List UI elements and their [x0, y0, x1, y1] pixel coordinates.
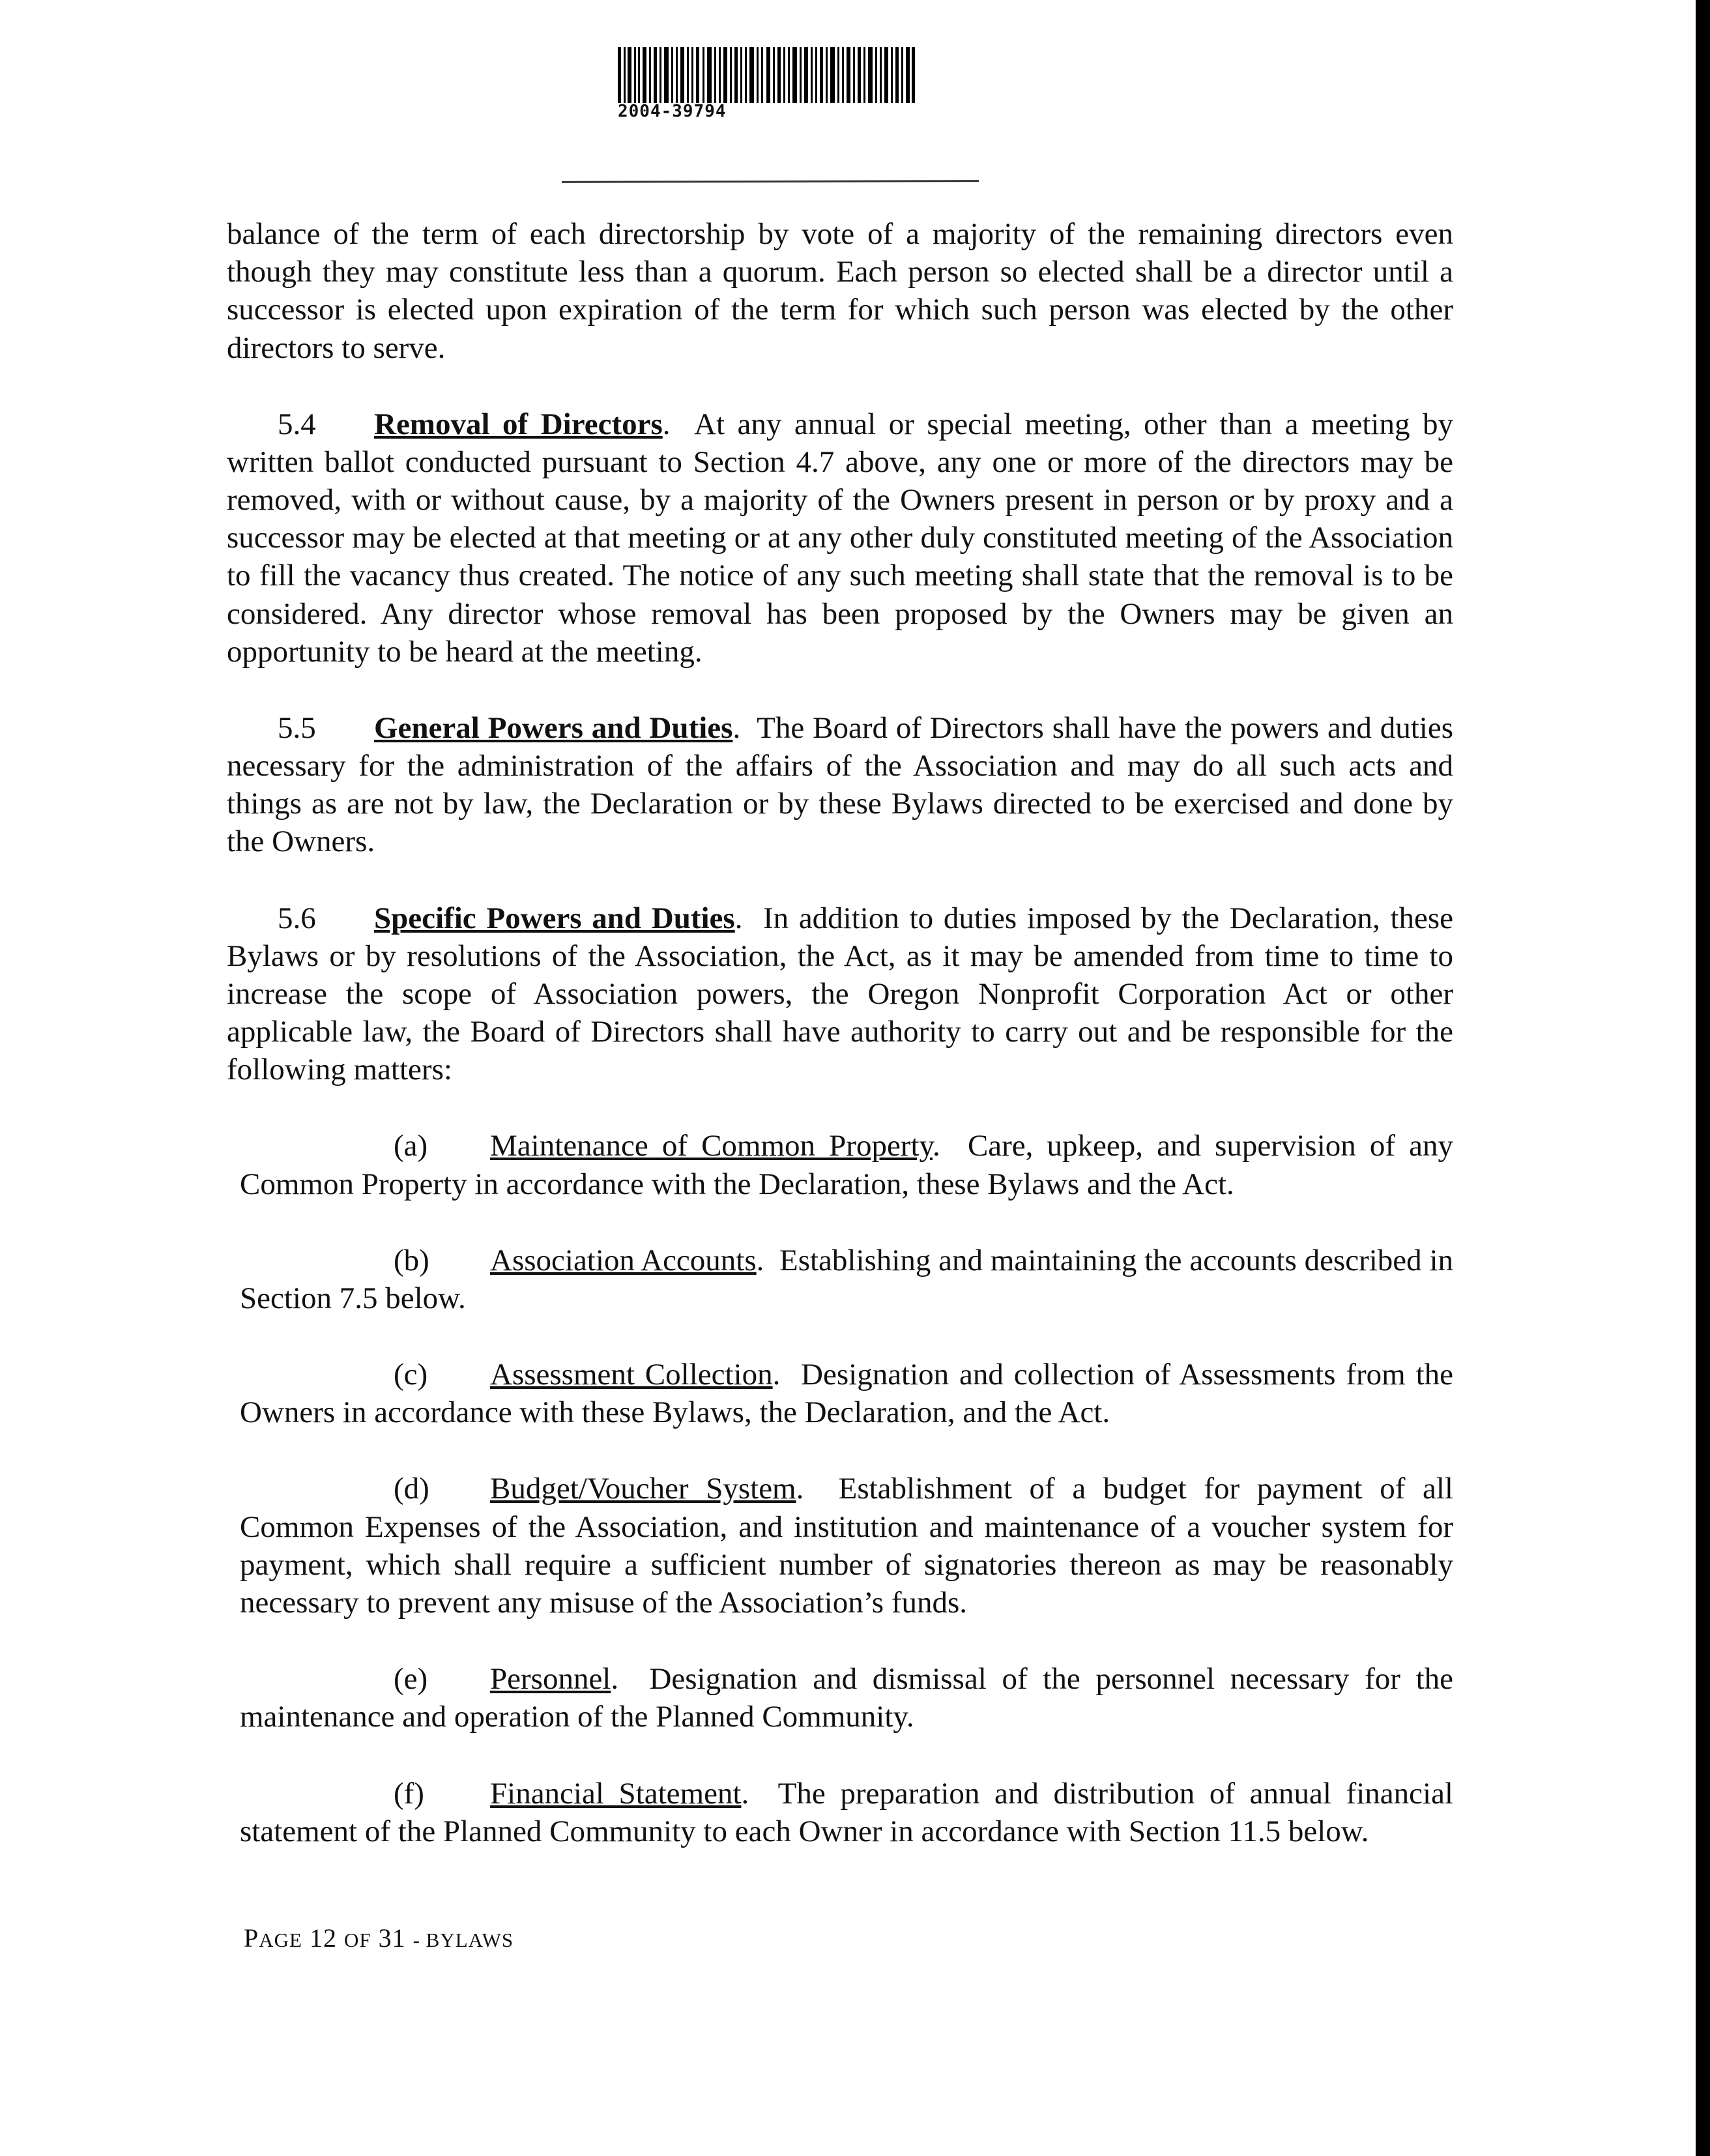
section-heading: General Powers and Duties: [374, 710, 733, 745]
section-number: 5.4: [278, 407, 316, 441]
subsection-label: (c): [394, 1358, 428, 1392]
footer-total-pages: 31: [378, 1923, 406, 1953]
subsection-d: (d) Budget/Voucher System. Establishment of a budget for payment of all Common Expenses of the Association, and institution and maintenance of a voucher system for payment, which shall require a sufficient number of signatories thereon as may be reasonably necessary to prevent any misuse of the Association’s funds.: [227, 1470, 1453, 1622]
subsection-heading: Assessment Collection: [490, 1358, 773, 1392]
subsection-label: (d): [394, 1472, 429, 1506]
footer-page-word-rest: AGE: [259, 1929, 302, 1951]
subsection-text: Designation and collection of Assessments from the Owners in accordance with these Bylaws, the Declaration, and the Act.: [240, 1358, 1454, 1430]
subsection-label: (f): [394, 1776, 424, 1811]
subsection-text: Establishing and maintaining the accounts described in Section 7.5 below.: [240, 1243, 1454, 1315]
subsection-text: Establishment of a budget for payment of all Common Expenses of the Association, and institution and maintenance of a voucher system for payment, which shall require a sufficient number of signatories thereon as may be reasonably necessary to prevent any misuse of the Association’s funds.: [240, 1472, 1453, 1620]
subsection-label: (a): [394, 1129, 428, 1163]
subsection-heading: Association Accounts: [490, 1243, 757, 1277]
subsection-c: (c) Assessment Collection. Designation and collection of Assessments from the Owners in accordance with these Bylaws, the Declaration, and the Act.: [227, 1356, 1453, 1431]
subsection-text: The preparation and distribution of annual financial statement of the Planned Community to each Owner in accordance with Section 11.5 below.: [240, 1776, 1453, 1848]
footer-doc-name: - BYLAWS: [413, 1929, 514, 1951]
section-heading: Specific Powers and Duties: [374, 901, 735, 935]
subsection-label: (b): [394, 1243, 429, 1277]
subsection-a: (a) Maintenance of Common Property. Care, upkeep, and supervision of any Common Property in accordance with the Declaration, these Bylaws and the Act.: [227, 1127, 1453, 1202]
footer-page-word: P: [244, 1923, 259, 1953]
section-number: 5.5: [278, 710, 316, 745]
subsection-text: Designation and dismissal of the personnel necessary for the maintenance and operation of the Planned Community.: [240, 1662, 1453, 1734]
footer-of: OF: [343, 1929, 371, 1951]
page-footer: [244, 1923, 514, 1953]
section-number: 5.6: [278, 901, 316, 935]
subsection-b: (b) Association Accounts. Establishing and maintaining the accounts described in Section 7.5 below.: [227, 1242, 1453, 1317]
continued-paragraph: balance of the term of each directorship by vote of a majority of the remaining directors even though they may constitute less than a quorum. Each person so elected shall be a director until a successor is elected upon expiration of the term for which such person was elected by the other directors to serve.: [227, 217, 1453, 365]
subsection-heading: Budget/Voucher System: [490, 1472, 796, 1506]
section-5-5: 5.5 General Powers and Duties. The Board of Directors shall have the powers and duties necessary for the administration of the affairs of the Association and may do all such acts and things as are not by law, the Declaration or by these Bylaws directed to be exercised and done by the Owners.: [227, 709, 1453, 861]
document-body: [227, 215, 1453, 1850]
subsection-heading: Personnel: [490, 1662, 611, 1697]
subsection-heading: Financial Statement: [490, 1776, 742, 1811]
scan-page-edge: [1696, 0, 1710, 2156]
subsection-text: Care, upkeep, and supervision of any Common Property in accordance with the Declaration, these Bylaws and the Act.: [240, 1129, 1454, 1201]
subsection-label: (e): [394, 1662, 428, 1697]
footer-page-number: 12: [309, 1923, 337, 1953]
header-rule: [562, 180, 979, 183]
barcode-number: 2004-39794: [618, 102, 727, 121]
section-text: In addition to duties imposed by the Declaration, these Bylaws or by resolutions of the Association, the Act, as it may be amended from time to time to increase the scope of Association powers, the Oregon Nonprofit Corporation Act or other applicable law, the Board of Directors shall have authority to carry out and be responsible for the following matters:: [227, 901, 1454, 1087]
section-5-4: 5.4 Removal of Directors. At any annual or special meeting, other than a meeting by written ballot conducted pursuant to Section 4.7 above, any one or more of the directors may be removed, with or without cause, by a majority of the Owners present in person or by proxy and a successor may be elected at that meeting or at any other duly constituted meeting of the Association to fill the vacancy thus created. The notice of any such meeting shall state that the removal is to be considered. Any director whose removal has been proposed by the Owners may be given an opportunity to be heard at the meeting.: [227, 405, 1453, 671]
subsection-heading: Maintenance of Common Property: [490, 1129, 933, 1163]
subsection-e: (e) Personnel. Designation and dismissal of the personnel necessary for the maintenance and operation of the Planned Community.: [227, 1660, 1453, 1736]
barcode: [618, 47, 915, 103]
section-text: At any annual or special meeting, other than a meeting by written ballot conducted pursuant to Section 4.7 above, any one or more of the directors may be removed, with or without cause, by a majority of the Owners present in person or by proxy and a successor may be elected at that meeting or at any other duly constituted meeting of the Association to fill the vacancy thus created. The notice of any such meeting shall state that the removal is to be considered. Any director whose removal has been proposed by the Owners may be given an opportunity to be heard at the meeting.: [227, 407, 1453, 669]
section-heading: Removal of Directors: [374, 407, 663, 441]
subsection-f: (f) Financial Statement. The preparation and distribution of annual financial statement of the Planned Community to each Owner in accordance with Section 11.5 below.: [227, 1775, 1453, 1850]
section-5-6: 5.6 Specific Powers and Duties. In addition to duties imposed by the Declaration, these Bylaws or by resolutions of the Association, the Act, as it may be amended from time to time to increase the scope of Association powers, the Oregon Nonprofit Corporation Act or other applicable law, the Board of Directors shall have authority to carry out and be responsible for the following matters:: [227, 899, 1453, 1089]
section-text: The Board of Directors shall have the powers and duties necessary for the administration of the affairs of the Association and may do all such acts and things as are not by law, the Declaration or by these Bylaws directed to be exercised and done by the Owners.: [227, 710, 1453, 859]
